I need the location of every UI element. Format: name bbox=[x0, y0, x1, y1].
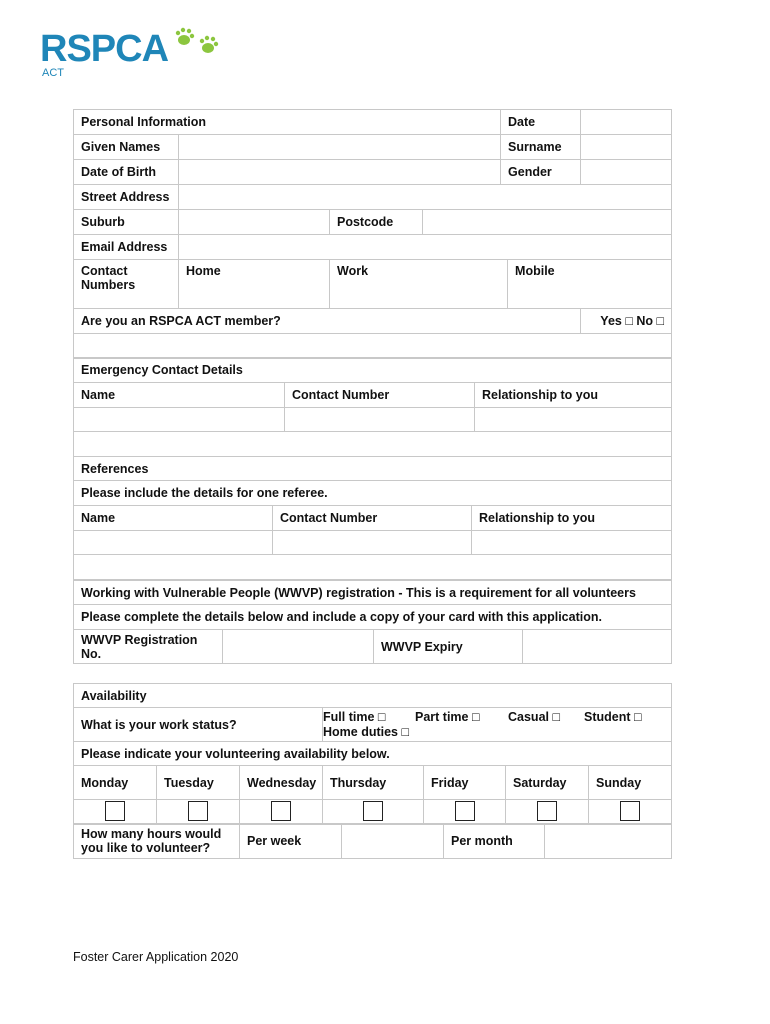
full-time-option[interactable]: Full time □ bbox=[323, 710, 386, 724]
sunday-checkbox[interactable] bbox=[620, 801, 640, 821]
personal-info-heading: Personal Information bbox=[74, 110, 501, 135]
hours-question: How many hours would you like to volunteer? bbox=[74, 824, 240, 859]
email-label: Email Address bbox=[74, 235, 179, 260]
logo-text: RSPCA bbox=[40, 28, 169, 70]
saturday-cell bbox=[506, 800, 589, 825]
friday-cell bbox=[424, 800, 506, 825]
per-month-field[interactable] bbox=[545, 824, 672, 859]
work-label: Work bbox=[337, 264, 369, 278]
rspca-logo bbox=[40, 28, 225, 80]
mobile-phone-field[interactable] bbox=[508, 260, 672, 309]
mobile-label: Mobile bbox=[515, 264, 555, 278]
thursday-checkbox[interactable] bbox=[363, 801, 383, 821]
work-phone-field[interactable] bbox=[330, 260, 508, 309]
work-status-question: What is your work status? bbox=[74, 708, 323, 742]
emergency-name-header: Name bbox=[74, 383, 285, 408]
wwvp-reg-field[interactable] bbox=[223, 630, 374, 664]
referee-name-field[interactable] bbox=[74, 531, 273, 555]
given-names-label: Given Names bbox=[74, 135, 179, 160]
emergency-heading: Emergency Contact Details bbox=[74, 358, 672, 383]
availability-heading: Availability bbox=[74, 684, 672, 708]
gender-label: Gender bbox=[501, 160, 581, 185]
email-field[interactable] bbox=[179, 235, 672, 260]
gender-field[interactable] bbox=[581, 160, 672, 185]
spacer-row bbox=[74, 334, 672, 359]
monday-checkbox[interactable] bbox=[105, 801, 125, 821]
work-status-options bbox=[323, 708, 672, 742]
availability-table bbox=[73, 683, 672, 825]
sunday-cell bbox=[589, 800, 672, 825]
suburb-field[interactable] bbox=[179, 210, 330, 235]
surname-label: Surname bbox=[501, 135, 581, 160]
given-names-field[interactable] bbox=[179, 135, 501, 160]
date-label: Date bbox=[501, 110, 581, 135]
emergency-relationship-header: Relationship to you bbox=[475, 383, 672, 408]
emergency-relationship-field[interactable] bbox=[475, 408, 672, 432]
spacer-row bbox=[74, 555, 672, 580]
part-time-option[interactable]: Part time □ bbox=[415, 710, 480, 724]
day-sunday: Sunday bbox=[589, 766, 672, 800]
logo-sub: ACT bbox=[42, 67, 64, 79]
wwvp-reg-label: WWVP Registration No. bbox=[74, 630, 223, 664]
tuesday-checkbox[interactable] bbox=[188, 801, 208, 821]
home-label: Home bbox=[186, 264, 221, 278]
date-field[interactable] bbox=[581, 110, 672, 135]
personal-info-table bbox=[73, 109, 672, 359]
postcode-field[interactable] bbox=[423, 210, 672, 235]
references-heading: References bbox=[74, 457, 672, 481]
paw-prints-icon bbox=[174, 26, 224, 62]
student-option[interactable]: Student □ bbox=[584, 710, 642, 724]
street-label: Street Address bbox=[74, 185, 179, 210]
per-week-label: Per week bbox=[240, 824, 342, 859]
emergency-contact-table bbox=[73, 357, 672, 457]
referee-relationship-header: Relationship to you bbox=[472, 506, 672, 531]
day-tuesday: Tuesday bbox=[157, 766, 240, 800]
spacer-row bbox=[74, 432, 672, 457]
member-question: Are you an RSPCA ACT member? bbox=[74, 309, 581, 334]
day-friday: Friday bbox=[424, 766, 506, 800]
suburb-label: Suburb bbox=[74, 210, 179, 235]
wednesday-cell bbox=[240, 800, 323, 825]
dob-field[interactable] bbox=[179, 160, 501, 185]
references-table bbox=[73, 456, 672, 580]
thursday-cell bbox=[323, 800, 424, 825]
day-thursday: Thursday bbox=[323, 766, 424, 800]
wwvp-instruction: Please complete the details below and include a copy of your card with this application. bbox=[74, 605, 672, 630]
day-monday: Monday bbox=[74, 766, 157, 800]
day-wednesday: Wednesday bbox=[240, 766, 323, 800]
member-yes-no[interactable]: Yes □ No □ bbox=[581, 309, 672, 334]
referee-relationship-field[interactable] bbox=[472, 531, 672, 555]
referee-contact-number-field[interactable] bbox=[273, 531, 472, 555]
emergency-contact-number-field[interactable] bbox=[285, 408, 475, 432]
referee-contact-number-header: Contact Number bbox=[273, 506, 472, 531]
per-month-label: Per month bbox=[444, 824, 545, 859]
home-duties-option[interactable]: Home duties □ bbox=[323, 725, 410, 739]
wwvp-expiry-field[interactable] bbox=[523, 630, 672, 664]
wwvp-expiry-label: WWVP Expiry bbox=[374, 630, 523, 664]
emergency-contact-number-header: Contact Number bbox=[285, 383, 475, 408]
wednesday-checkbox[interactable] bbox=[271, 801, 291, 821]
days-header-row bbox=[74, 766, 672, 800]
wwvp-table bbox=[73, 580, 672, 664]
days-checkbox-row bbox=[74, 800, 672, 825]
casual-option[interactable]: Casual □ bbox=[508, 710, 561, 724]
day-saturday: Saturday bbox=[506, 766, 589, 800]
references-instruction: Please include the details for one referee. bbox=[74, 481, 672, 506]
postcode-label: Postcode bbox=[330, 210, 423, 235]
tuesday-cell bbox=[157, 800, 240, 825]
referee-name-header: Name bbox=[74, 506, 273, 531]
home-phone-field[interactable] bbox=[179, 260, 330, 309]
emergency-name-field[interactable] bbox=[74, 408, 285, 432]
page-footer: Foster Carer Application 2020 bbox=[73, 950, 239, 964]
street-field[interactable] bbox=[179, 185, 672, 210]
per-week-field[interactable] bbox=[342, 824, 444, 859]
availability-instruction: Please indicate your volunteering availability below. bbox=[74, 742, 672, 766]
friday-checkbox[interactable] bbox=[455, 801, 475, 821]
wwvp-heading: Working with Vulnerable People (WWVP) registration - This is a requirement for all volunteers bbox=[74, 581, 672, 605]
contact-numbers-label: Contact Numbers bbox=[74, 260, 179, 309]
dob-label: Date of Birth bbox=[74, 160, 179, 185]
surname-field[interactable] bbox=[581, 135, 672, 160]
hours-table bbox=[73, 823, 672, 859]
monday-cell bbox=[74, 800, 157, 825]
saturday-checkbox[interactable] bbox=[537, 801, 557, 821]
